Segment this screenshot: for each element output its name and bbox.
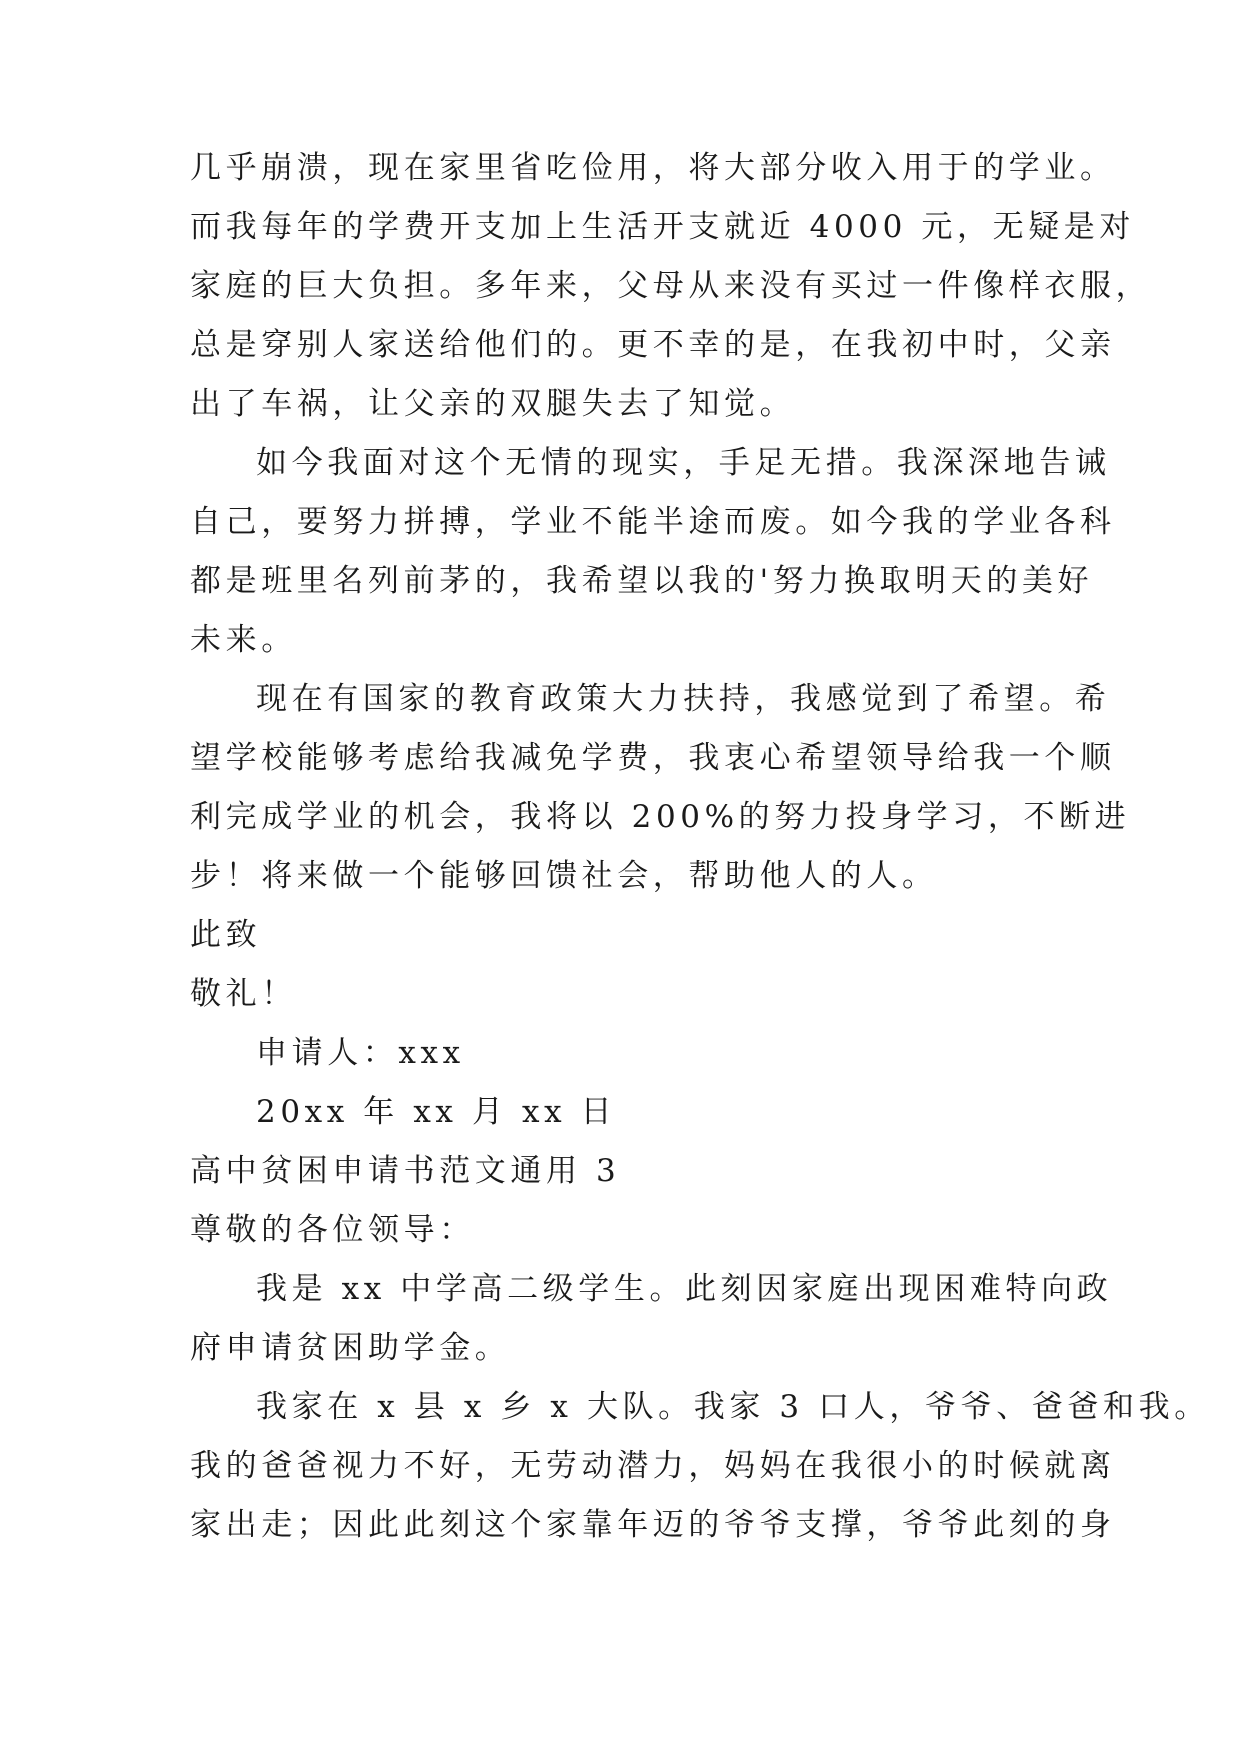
paragraph-start-line: 我家在 x 县 x 乡 x 大队。我家 3 口人，爷爷、爸爸和我。 xyxy=(256,1389,1210,1425)
text-line: 都是班里名列前茅的，我希望以我的'努力换取明天的美好 xyxy=(190,563,1094,599)
signature-date: 20xx 年 xx 月 xx 日 xyxy=(256,1094,617,1130)
text-line: 利完成学业的机会，我将以 200%的努力投身学习，不断进 xyxy=(190,799,1131,835)
paragraph-start-line: 现在有国家的教育政策大力扶持，我感觉到了希望。希 xyxy=(256,681,1111,717)
text-line: 步！将来做一个能够回馈社会，帮助他人的人。 xyxy=(190,858,938,894)
text-line: 未来。 xyxy=(190,622,297,658)
text-line: 几乎崩溃，现在家里省吃俭用，将大部分收入用于的学业。 xyxy=(190,150,1116,186)
text-line: 我的爸爸视力不好，无劳动潜力，妈妈在我很小的时候就离 xyxy=(190,1448,1116,1484)
text-line: 出了车祸，让父亲的双腿失去了知觉。 xyxy=(190,386,796,422)
text-line: 府申请贫困助学金。 xyxy=(190,1330,511,1366)
closing-regards: 敬礼！ xyxy=(190,976,297,1012)
greeting: 尊敬的各位领导： xyxy=(190,1212,475,1248)
text-line: 家庭的巨大负担。多年来，父母从来没有买过一件像样衣服， xyxy=(190,268,1152,304)
section-title: 高中贫困申请书范文通用 3 xyxy=(190,1153,621,1189)
text-line: 家出走；因此此刻这个家靠年迈的爷爷支撑，爷爷此刻的身 xyxy=(190,1507,1116,1543)
paragraph-start-line: 如今我面对这个无情的现实，手足无措。我深深地告诫 xyxy=(256,445,1111,481)
paragraph-start-line: 我是 xx 中学高二级学生。此刻因家庭出现困难特向政 xyxy=(256,1271,1113,1307)
applicant-signature: 申请人：xxx xyxy=(256,1035,465,1071)
text-line: 望学校能够考虑给我减免学费，我衷心希望领导给我一个顺 xyxy=(190,740,1116,776)
text-line: 而我每年的学费开支加上生活开支就近 4000 元，无疑是对 xyxy=(190,209,1135,245)
text-line: 自己，要努力拼搏，学业不能半途而废。如今我的学业各科 xyxy=(190,504,1116,540)
text-line: 总是穿别人家送给他们的。更不幸的是，在我初中时，父亲 xyxy=(190,327,1116,363)
closing-salutation: 此致 xyxy=(190,917,262,953)
